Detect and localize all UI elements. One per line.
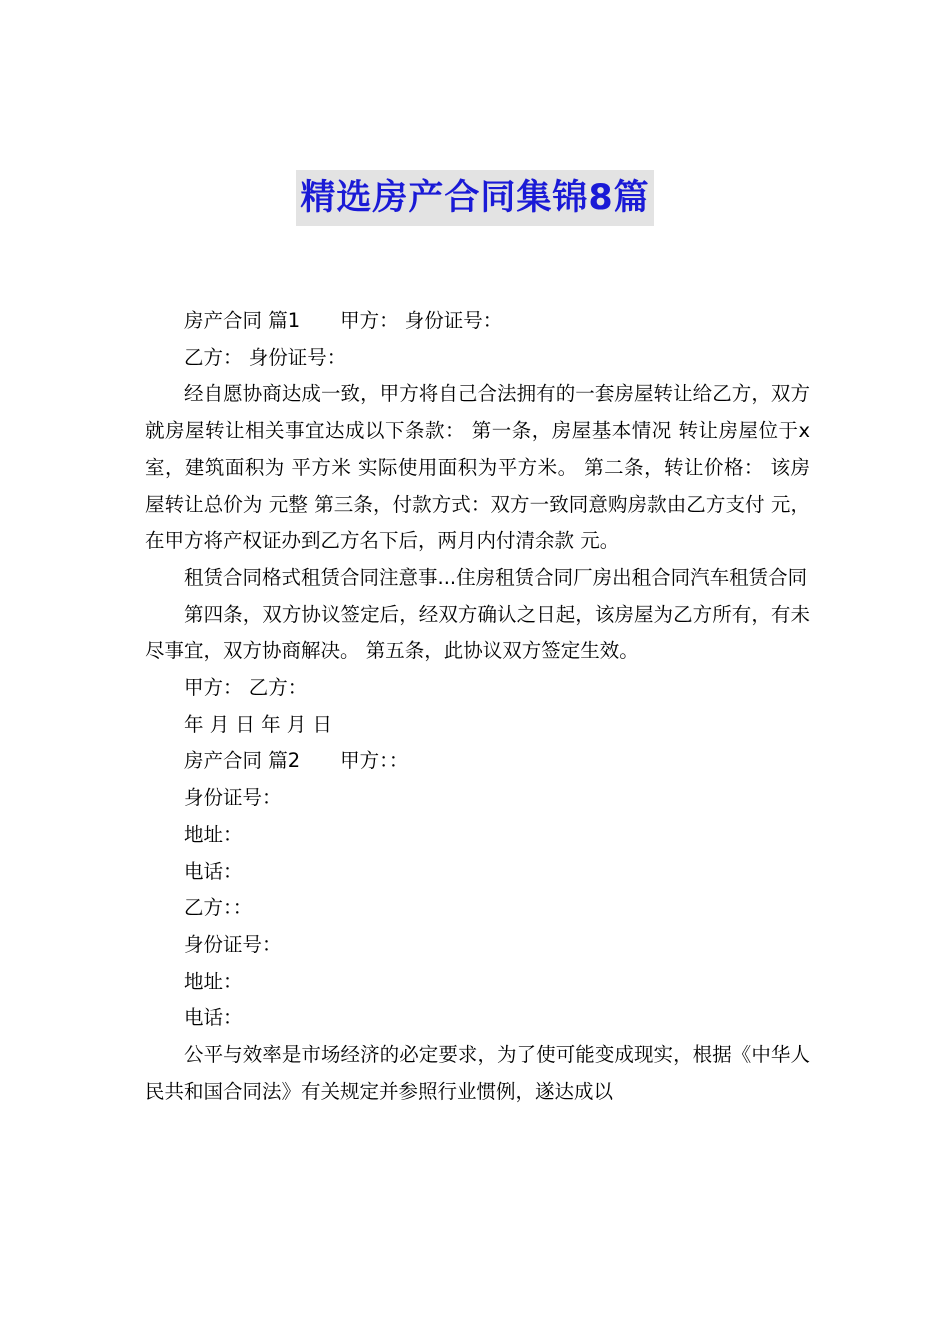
paragraph: 电话： — [184, 859, 243, 883]
paragraph: 公平与效率是市场经济的必定要求，为了使可能变成现实，根据《中华人民共和国合同法》有关规定并参照行业惯例，遂达成以 — [145, 1043, 810, 1103]
paragraph: 第四条，双方协议签定后，经双方确认之日起，该房屋为乙方所有，有未尽事宜，双方协商解决。 第五条，此协议双方签定生效。 — [145, 602, 810, 663]
paragraph: 经自愿协商达成一致，甲方将自己合法拥有的一套房屋转让给乙方，双方就房屋转让相关事宜达成以下条款： 第一条，房屋基本情况 转让房屋位于x室，建筑面积为 平方米 实际使用面积为平方米。 第二条，转让价格： 该房屋转让总价为 元整 第三条，付款方式：双方一致同意购房款由乙方支付 元，在甲方将产权证办到乙方名下后，两月内付清余款 元。 — [145, 382, 810, 553]
paragraph: 甲方： 乙方： — [184, 676, 308, 700]
paragraph: 租赁合同格式租赁合同注意事...住房租赁合同厂房出租合同汽车租赁合同 — [184, 565, 808, 589]
paragraph: 地址： — [184, 822, 243, 846]
section-label-1: 房产合同 篇1 — [184, 309, 301, 332]
section-party-a-2: 甲方：： — [340, 749, 409, 773]
section-label-2: 房产合同 篇2 — [184, 749, 301, 773]
section-party-a-1: 甲方： 身份证号： — [340, 309, 503, 332]
document-title — [0, 170, 950, 226]
paragraph: 电话： — [184, 1006, 243, 1030]
paragraph: 身份证号： — [184, 932, 282, 956]
paragraph: 年 月 日 年 月 日 — [184, 712, 332, 736]
paragraph: 地址： — [184, 969, 243, 993]
section-heading-2 — [145, 743, 810, 780]
document-title-text: 精选房产合同集锦8篇 — [296, 170, 653, 226]
paragraph: 乙方： 身份证号： — [184, 345, 347, 369]
paragraph: 乙方：： — [184, 896, 253, 920]
paragraph: 身份证号： — [184, 786, 282, 810]
section-heading-1 — [145, 303, 810, 340]
document-body — [145, 303, 810, 1110]
